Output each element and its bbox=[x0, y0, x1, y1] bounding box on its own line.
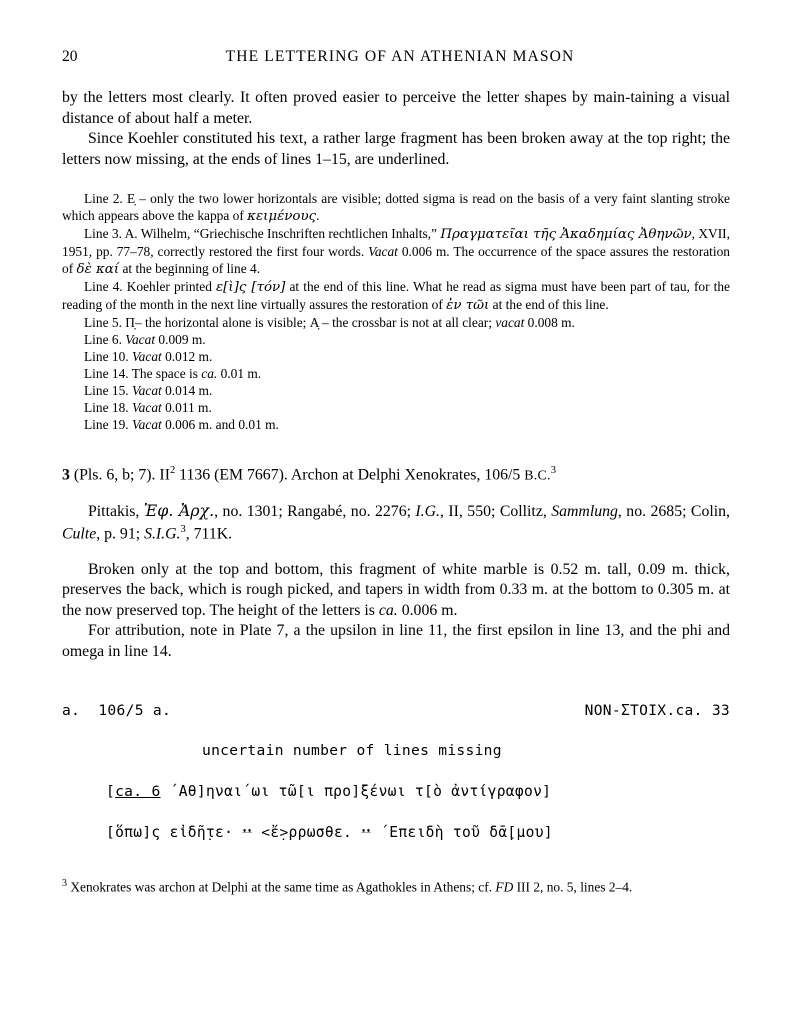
note-line-4-a: Koehler printed bbox=[126, 278, 216, 294]
description-b: 0.006 m. bbox=[397, 601, 458, 619]
note-line-19-italic: Vacat bbox=[131, 416, 162, 432]
note-line-4-c: at the end of this line. bbox=[489, 296, 609, 312]
section-3-head-a: (Pls. 6, b; 7). II bbox=[69, 466, 170, 484]
note-line-2-text: Ε̣ – only the two lower horizontals are visible; dotted sigma is read on the basis of a very faint slanting stroke which appears above the kappa of bbox=[62, 191, 731, 224]
footnote-3 bbox=[62, 878, 730, 896]
description-ca: ca. bbox=[378, 601, 398, 619]
inscription-line-1-pre: [ bbox=[106, 783, 116, 801]
inscription-line-1-post: ΄Αθ]ηναι΄ωι τῶ[ι προ]ξένωι τ[ὸ ἀντίγραφον] bbox=[160, 783, 552, 801]
note-line-3-b: , XVII, 1951, pp. 77–78, correctly restored the first four words. bbox=[62, 226, 730, 259]
citations-greek: Ἐφ. Ἀρχ. bbox=[143, 501, 215, 521]
citations-c: , II, 550; Collitz, bbox=[440, 503, 552, 521]
note-line-15-label: Line 15. bbox=[84, 382, 129, 398]
note-line-6-italic: Vacat bbox=[125, 331, 156, 347]
inscription-missing-lines-note: uncertain number of lines missing bbox=[202, 742, 502, 760]
section-3-head-b: 1136 (EM 7667). Archon at Delphi Xenokrates, 106/5 bbox=[175, 466, 525, 484]
note-line-6-rest: 0.009 m. bbox=[155, 331, 206, 347]
note-line-19 bbox=[62, 417, 730, 434]
inscription-line-2: [ὅπω]ς εἰδῆ̣τε· ᵜᵜ <ἔ̣>ρρωσθε. ᵜᵜ ΄Επειδὴ τοῦ δᾱ̣[μου] bbox=[106, 824, 553, 842]
note-line-14-pre: The space is bbox=[131, 365, 202, 381]
note-line-5-label: Line 5. bbox=[84, 314, 122, 330]
note-line-4-greek-2: ἐν τῶι bbox=[446, 297, 490, 313]
inscription-header bbox=[62, 702, 730, 719]
note-line-5-vacat: vacat bbox=[495, 314, 525, 330]
section-3-citations bbox=[62, 501, 730, 544]
page-number: 20 bbox=[62, 48, 78, 65]
inscription-line-1-underlined: ca. 6 bbox=[115, 783, 161, 801]
inscription-label-left: a. 106/5 a. bbox=[62, 702, 172, 720]
note-line-10 bbox=[62, 349, 730, 366]
paragraph-1: by the letters most clearly. It often proved easier to perceive the letter shapes by main-taining a visual distance of about half a meter. bbox=[62, 89, 730, 127]
note-line-3-greek-2: δὲ καί bbox=[76, 261, 120, 277]
note-line-2-label: Line 2. bbox=[84, 191, 123, 207]
citations-d: , no. 2685; Colin, bbox=[617, 503, 730, 521]
note-line-5 bbox=[62, 315, 730, 332]
note-line-10-italic: Vacat bbox=[131, 348, 162, 364]
inscription-label-right: NON-ΣTOIX.ca. 33 bbox=[584, 702, 730, 720]
citations-a: Pittakis, bbox=[88, 503, 144, 521]
citations-ig: I.G. bbox=[415, 503, 440, 521]
note-line-4-b: at the end of this line. What he read as sigma must have been part of tau, for the reading of the month in the next line virtually assures the restoration of bbox=[62, 278, 730, 312]
note-line-4-label: Line 4. bbox=[84, 278, 123, 294]
note-line-3-label: Line 3. bbox=[84, 226, 122, 242]
note-line-3-d: at the beginning of line 4. bbox=[119, 260, 261, 276]
inscription-block bbox=[62, 702, 730, 842]
note-line-4 bbox=[62, 279, 730, 315]
note-line-14-label: Line 14. bbox=[84, 365, 129, 381]
citations-sammlung: Sammlung bbox=[551, 503, 618, 521]
section-3-head-sup: 2 bbox=[169, 465, 176, 477]
page-title: THE LETTERING OF AN ATHENIAN MASON bbox=[225, 48, 575, 65]
note-line-18-label: Line 18. bbox=[84, 399, 129, 415]
footnote-text-a: Xenokrates was archon at Delphi at the same time as Agathokles in Athens; cf. bbox=[67, 879, 496, 895]
paragraph-2: Since Koehler constituted his text, a rather large fragment has been broken away at the top right; the letters now missing, at the ends of lines 1–15, are underlined. bbox=[62, 130, 730, 168]
note-line-list bbox=[62, 332, 730, 434]
citations-sig-sup: 3 bbox=[180, 523, 186, 535]
note-line-18-rest: 0.011 m. bbox=[161, 399, 212, 415]
note-line-18 bbox=[62, 400, 730, 417]
note-line-3-c: 0.006 m. The occurrence of the space assures the restoration of bbox=[62, 243, 730, 276]
footnote-fd: FD bbox=[495, 879, 514, 895]
note-line-19-rest: 0.006 m. and 0.01 m. bbox=[161, 416, 279, 432]
section-3-description bbox=[62, 560, 730, 622]
section-3-number: 3 bbox=[62, 466, 70, 484]
note-line-2 bbox=[62, 191, 730, 226]
note-line-5-b: 0.008 m. bbox=[524, 314, 575, 330]
citations-f: , 711K. bbox=[185, 525, 233, 543]
notes-section bbox=[62, 191, 730, 433]
note-line-2-end: . bbox=[316, 208, 320, 224]
inscription-line-1 bbox=[62, 783, 730, 800]
citations-sig: S.I.G. bbox=[144, 525, 181, 543]
citations-b: , no. 1301; Rangabé, no. 2276; bbox=[214, 503, 416, 521]
note-line-5-a: Π̣– the horizontal alone is visible; Α̣ – the crossbar is not at all clear; bbox=[125, 314, 496, 330]
note-line-14 bbox=[62, 366, 730, 383]
section-3-attribution: For attribution, note in Plate 7, a the upsilon in line 11, the first epsilon in line 13, and the phi and omega in line 14. bbox=[62, 622, 730, 660]
note-line-10-label: Line 10. bbox=[84, 348, 129, 364]
section-3-heading bbox=[62, 464, 730, 486]
note-line-19-label: Line 19. bbox=[84, 416, 129, 432]
citations-e: , p. 91; bbox=[96, 525, 145, 543]
note-line-14-italic: ca. bbox=[201, 365, 218, 381]
note-line-3-vacat: Vacat bbox=[368, 243, 398, 259]
note-line-15-rest: 0.014 m. bbox=[161, 382, 213, 398]
note-line-6 bbox=[62, 332, 730, 349]
footnote-mark: 3 bbox=[62, 878, 67, 890]
note-line-14-rest: 0.01 m. bbox=[217, 365, 262, 381]
section-3-bc: B.C. bbox=[524, 467, 551, 483]
citations-culte: Culte bbox=[62, 525, 97, 543]
note-line-2-greek: κειμένους bbox=[247, 209, 317, 225]
footnote-text-b: III 2, no. 5, lines 2–4. bbox=[513, 879, 633, 895]
note-line-3-a: A. Wilhelm, “Griechische Inschriften rechtlichen Inhalts,” bbox=[124, 226, 441, 242]
note-line-15-italic: Vacat bbox=[131, 382, 162, 398]
running-head bbox=[62, 48, 730, 66]
note-line-3-greek-1: Πραγματεῖαι τῆς Ἀκαδημίας Ἀθηνῶν bbox=[440, 227, 692, 243]
description-a: Broken only at the top and bottom, this fragment of white marble is 0.52 m. tall, 0.09 m. thick, preserves the back, which is rough picked, and tapers in width from 0.33 m. at the bottom to 0.305 m. at the now preserved top. The height of the letters is bbox=[62, 560, 730, 619]
section-3-footnote-mark: 3 bbox=[550, 465, 557, 477]
note-line-10-rest: 0.012 m. bbox=[161, 348, 213, 364]
note-line-6-label: Line 6. bbox=[84, 331, 122, 347]
note-line-18-italic: Vacat bbox=[131, 399, 162, 415]
body-text bbox=[62, 88, 730, 170]
note-line-3 bbox=[62, 226, 730, 279]
note-line-15 bbox=[62, 383, 730, 400]
page-content bbox=[62, 48, 730, 896]
note-line-4-greek-1: ε[ὶ]ς [τόν] bbox=[215, 279, 286, 295]
